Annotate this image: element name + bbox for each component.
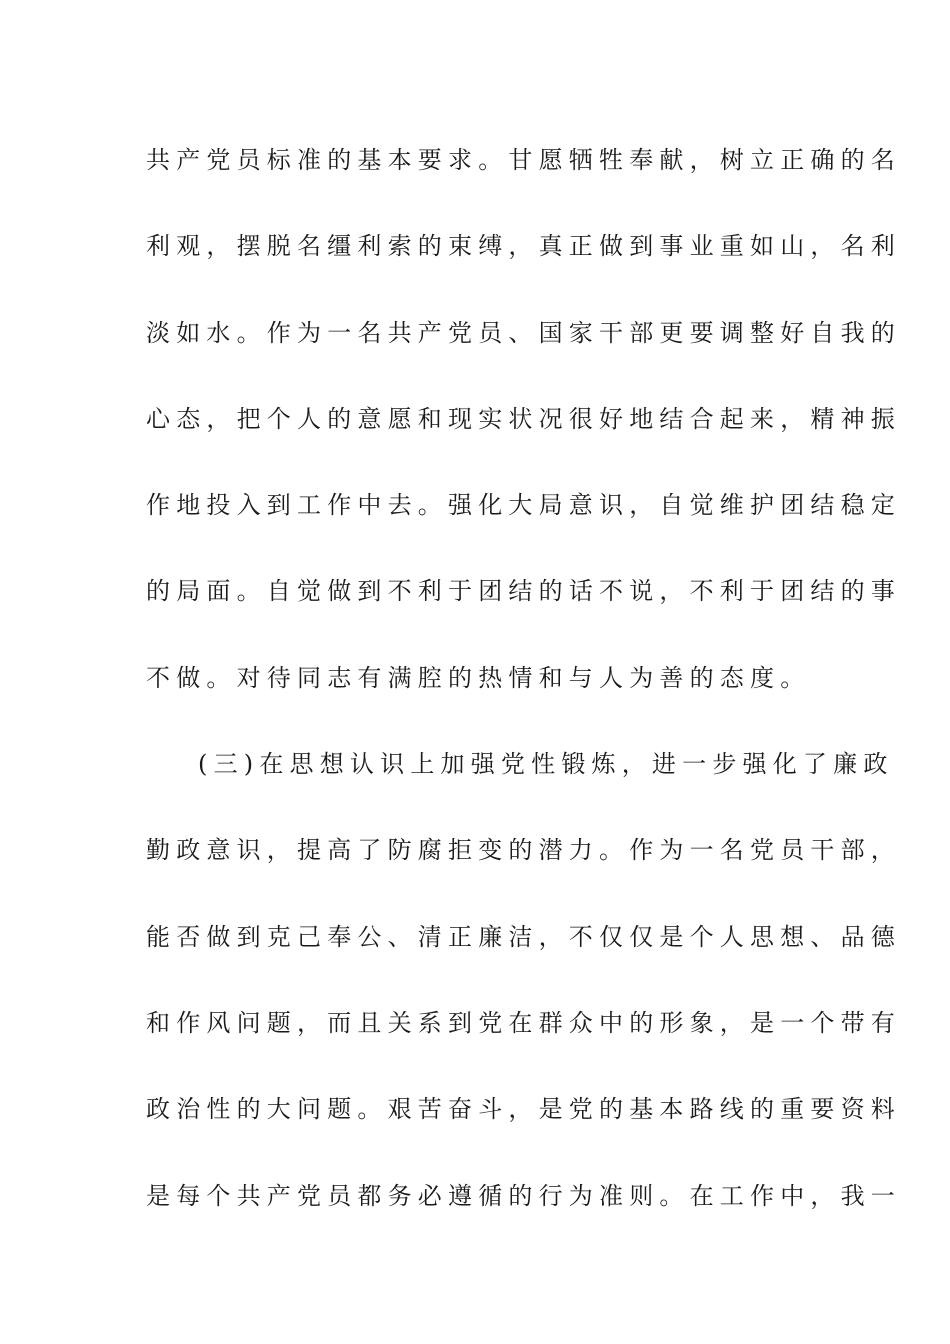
text-line: 心态，把个人的意愿和现实状况很好地结合起来，精神振 xyxy=(146,404,901,433)
section-heading-line: (三)在思想认识上加强党性锻炼，进一步强化了廉政 xyxy=(198,750,894,779)
text-line: 和作风问题，而且关系到党在群众中的形象，是一个带有 xyxy=(146,1008,901,1037)
text-line: 作地投入到工作中去。强化大局意识，自觉维护团结稳定 xyxy=(146,491,901,520)
text-line: 勤政意识，提高了防腐拒变的潜力。作为一名党员干部， xyxy=(146,836,901,865)
text-line: 能否做到克己奉公、清正廉洁，不仅仅是个人思想、品德 xyxy=(146,922,901,951)
text-line: 淡如水。作为一名共产党员、国家干部更要调整好自我的 xyxy=(146,318,901,347)
text-line: 政治性的大问题。艰苦奋斗，是党的基本路线的重要资料 xyxy=(146,1095,901,1124)
text-line: 的局面。自觉做到不利于团结的话不说，不利于团结的事 xyxy=(146,577,901,606)
paragraph-end-line: 不做。对待同志有满腔的热情和与人为善的态度。 xyxy=(146,663,811,692)
body-text xyxy=(146,134,901,1256)
text-line: 利观，摆脱名缰利索的束缚，真正做到事业重如山，名利 xyxy=(146,232,901,261)
text-line: 是每个共产党员都务必遵循的行为准则。在工作中，我一 xyxy=(146,1181,901,1210)
text-line: 共产党员标准的基本要求。甘愿牺牲奉献，树立正确的名 xyxy=(146,146,901,174)
